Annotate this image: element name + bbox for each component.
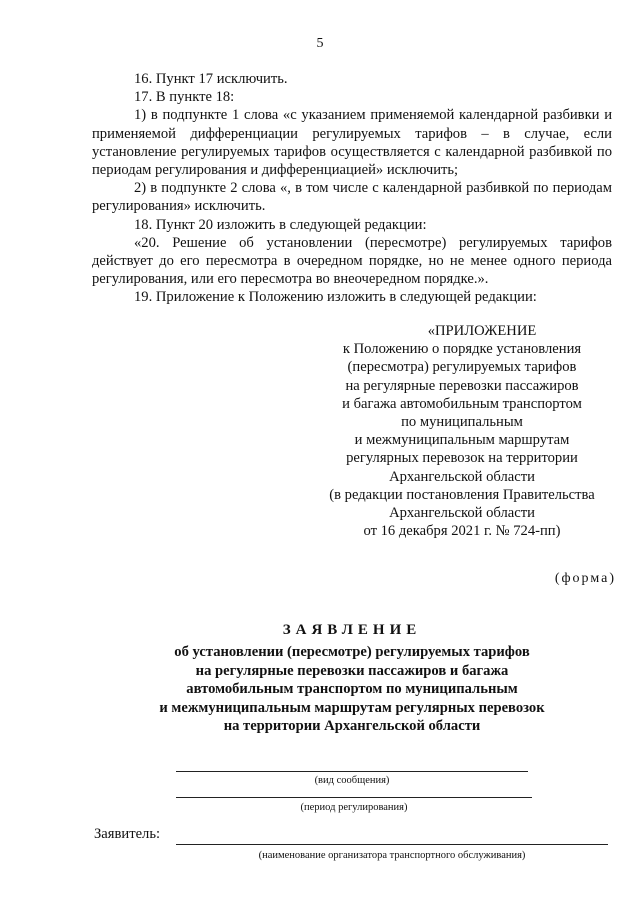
appendix-line: к Положению о порядке установления (342, 341, 582, 358)
appendix-line: Архангельской области (389, 468, 535, 485)
organizer-caption: (наименование организатора транспортного обслуживания) (258, 850, 526, 861)
statement-subtitle-line: и межмуниципальным маршрутам регулярных перевозок (159, 699, 545, 716)
paragraph-18: 18. Пункт 20 изложить в следующей редакции: (134, 216, 427, 233)
applicant-label: Заявитель: (94, 826, 161, 842)
appendix-line: Архангельской области (389, 505, 535, 522)
statement-subtitle-line: автомобильным транспортом по муниципальным (186, 681, 518, 697)
statement-subtitle-line: на регулярные перевозки пассажиров и багажа (195, 662, 509, 679)
paragraph-17-sub2: 2) в подпункте 2 слова «, в том числе с календарной разбивкой по периодам регулирования» исключить. (92, 180, 612, 215)
message-type-field[interactable] (176, 771, 528, 772)
statement-subtitle (92, 643, 612, 736)
page-number: 5 (316, 36, 324, 51)
paragraph-17: 17. В пункте 18: (134, 89, 235, 106)
appendix-heading: «ПРИЛОЖЕНИЕ (427, 323, 537, 339)
body-text (92, 70, 612, 307)
appendix-line: и багажа автомобильным транспортом (342, 395, 582, 412)
statement-subtitle-line: на территории Архангельской области (223, 718, 481, 734)
appendix-line: (пересмотра) регулируемых тарифов (347, 359, 577, 376)
statement-subtitle-line: об установлении (пересмотре) регулируемых тарифов (174, 644, 530, 660)
appendix-line: по муниципальным (401, 414, 523, 431)
period-caption: (период регулирования) (300, 802, 408, 813)
paragraph-16: 16. Пункт 17 исключить. (134, 71, 288, 87)
form-label: (форма) (554, 571, 616, 586)
paragraph-17-sub1: 1) в подпункте 1 слова «с указанием применяемой календарной разбивки и применяемой дифференциации регулируемых тарифов – в случае, если установление регулируемых тарифов осуществляется с календарной разбивкой по периодам регулирования и дифференциацией» исключить; (92, 107, 612, 179)
appendix-block (312, 322, 612, 540)
period-field[interactable] (176, 797, 532, 798)
message-type-caption: (вид сообщения) (314, 775, 390, 786)
appendix-line: (в редакции постановления Правительства (329, 486, 595, 503)
statement-title: ЗАЯВЛЕНИЕ (282, 622, 422, 638)
appendix-line: от 16 декабря 2021 г. № 724-пп) (363, 523, 561, 540)
appendix-line: регулярных перевозок на территории (346, 450, 578, 467)
paragraph-19: 19. Приложение к Положению изложить в следующей редакции: (134, 289, 537, 306)
applicant-field[interactable] (176, 844, 608, 845)
appendix-line: на регулярные перевозки пассажиров (345, 377, 579, 394)
appendix-line: и межмуниципальным маршрутам (354, 432, 570, 449)
paragraph-18-quote: «20. Решение об установлении (пересмотре) регулируемых тарифов действует до его пересмотра в очередном порядке, но не менее одного периода регулирования, или его пересмотра во внеочередном порядке.». (92, 234, 612, 288)
